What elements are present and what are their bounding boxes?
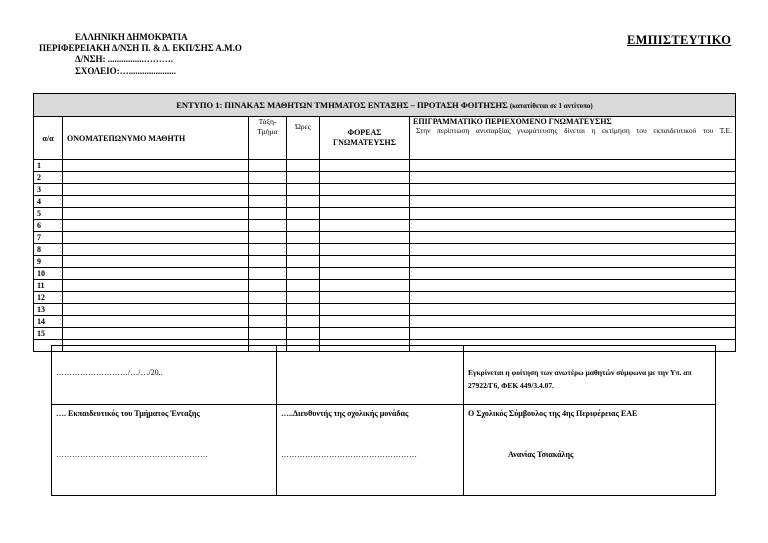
table-body	[34, 160, 736, 340]
cell-aa: 6	[34, 220, 63, 232]
blank-cell	[277, 346, 464, 405]
cell-content[interactable]	[410, 184, 736, 196]
cell-class[interactable]	[249, 244, 287, 256]
cell-class[interactable]	[249, 220, 287, 232]
cell-body[interactable]	[320, 196, 410, 208]
table-row	[34, 232, 736, 244]
cell-hours[interactable]	[287, 256, 320, 268]
cell-name[interactable]	[63, 160, 249, 172]
cell-class[interactable]	[249, 172, 287, 184]
cell-aa: 11	[34, 280, 63, 292]
cell-body[interactable]	[320, 244, 410, 256]
cell-body[interactable]	[320, 232, 410, 244]
cell-content[interactable]	[410, 208, 736, 220]
col-header-content-note: Στην περίπτωση ανυπαρξίας γνωμάτευσης δίνεται η εκτίμηση του εκπαιδευτικού του Τ.Ε.	[416, 126, 733, 135]
cell-content[interactable]	[410, 232, 736, 244]
form-title	[34, 94, 736, 117]
cell-content[interactable]	[410, 292, 736, 304]
cell-aa: 10	[34, 268, 63, 280]
cell-hours[interactable]	[287, 196, 320, 208]
cell-aa: 8	[34, 244, 63, 256]
cell-content[interactable]	[410, 220, 736, 232]
col-header-aa: α/α	[34, 117, 63, 160]
cell-aa: 13	[34, 304, 63, 316]
date-cell[interactable]	[52, 346, 277, 405]
cell-class[interactable]	[249, 268, 287, 280]
header-country: ΕΛΛΗΝΙΚΗ ΔΗΜΟΚΡΑΤΙΑ	[75, 32, 188, 42]
cell-hours[interactable]	[287, 184, 320, 196]
signature-table	[51, 345, 716, 496]
cell-body[interactable]	[320, 304, 410, 316]
cell-class[interactable]	[249, 292, 287, 304]
table-row	[34, 280, 736, 292]
teacher-label: …. Εκπαιδευτικός του Τμήματος Ένταξης	[56, 409, 200, 418]
table-row	[34, 172, 736, 184]
cell-hours[interactable]	[287, 268, 320, 280]
cell-class[interactable]	[249, 184, 287, 196]
cell-hours[interactable]	[287, 232, 320, 244]
cell-content[interactable]	[410, 160, 736, 172]
cell-content[interactable]	[410, 196, 736, 208]
cell-body[interactable]	[320, 208, 410, 220]
col-header-content	[410, 117, 736, 160]
table-row	[34, 328, 736, 340]
cell-name[interactable]	[63, 328, 249, 340]
cell-name[interactable]	[63, 172, 249, 184]
cell-content[interactable]	[410, 280, 736, 292]
table-row	[34, 184, 736, 196]
cell-aa: 2	[34, 172, 63, 184]
cell-body[interactable]	[320, 292, 410, 304]
cell-body[interactable]	[320, 160, 410, 172]
cell-class[interactable]	[249, 316, 287, 328]
cell-content[interactable]	[410, 172, 736, 184]
table-row	[34, 196, 736, 208]
cell-hours[interactable]	[287, 280, 320, 292]
cell-body[interactable]	[320, 268, 410, 280]
table-row	[34, 304, 736, 316]
col-header-name: ΟΝΟΜΑΤΕΠΩΝΥΜΟ ΜΑΘΗΤΗ	[63, 117, 249, 160]
col-header-class: Τάξη-Τμήμα	[249, 117, 287, 160]
director-cell[interactable]	[277, 405, 464, 496]
advisor-cell	[464, 405, 716, 496]
teacher-signature-line: …………………………………………………	[56, 450, 208, 459]
cell-aa: 5	[34, 208, 63, 220]
cell-class[interactable]	[249, 196, 287, 208]
cell-name[interactable]	[63, 220, 249, 232]
cell-aa: 12	[34, 292, 63, 304]
cell-name[interactable]	[63, 280, 249, 292]
cell-aa: 9	[34, 256, 63, 268]
cell-hours[interactable]	[287, 220, 320, 232]
cell-content[interactable]	[410, 304, 736, 316]
col-header-hours: Ώρες	[287, 117, 320, 160]
cell-class[interactable]	[249, 160, 287, 172]
form-title-note: (κατατίθεται σε 1 αντίτυπο)	[509, 102, 593, 110]
header-school: ΣΧΟΛΕΙΟ:….....................	[75, 66, 176, 76]
confidential-label: ΕΜΠΙΣΤΕΥΤΙΚΟ	[627, 33, 732, 47]
cell-class[interactable]	[249, 328, 287, 340]
teacher-cell[interactable]	[52, 405, 277, 496]
cell-name[interactable]	[63, 244, 249, 256]
cell-name[interactable]	[63, 196, 249, 208]
director-signature-line: ……………………………………………	[281, 450, 417, 459]
cell-class[interactable]	[249, 304, 287, 316]
approval-text: Εγκρίνεται η φοίτηση των ανωτέρω μαθητών σύμφωνα με την Υπ. απ 27922/Γ6, ΦΕΚ 449/3.4.07.	[468, 368, 692, 390]
form-title-text: ΕΝΤΥΠΟ 1: ΠΙΝΑΚΑΣ ΜΑΘΗΤΩΝ ΤΜΗΜΑΤΟΣ ΕΝΤΑΞΗΣ – ΠΡΟΤΑΣΗ ΦΟΙΤΗΣΗΣ	[176, 100, 508, 110]
cell-hours[interactable]	[287, 160, 320, 172]
cell-body[interactable]	[320, 328, 410, 340]
date-line: ………………………/…/…/20..	[56, 368, 163, 377]
cell-aa: 3	[34, 184, 63, 196]
cell-hours[interactable]	[287, 172, 320, 184]
cell-body[interactable]	[320, 316, 410, 328]
table-row	[34, 160, 736, 172]
cell-content[interactable]	[410, 244, 736, 256]
director-label: …..Διευθυντής της σχολικής μονάδας	[281, 409, 409, 418]
cell-class[interactable]	[249, 232, 287, 244]
cell-hours[interactable]	[287, 304, 320, 316]
table-row	[34, 208, 736, 220]
cell-body[interactable]	[320, 184, 410, 196]
cell-hours[interactable]	[287, 328, 320, 340]
cell-aa: 4	[34, 196, 63, 208]
cell-content[interactable]	[410, 316, 736, 328]
cell-hours[interactable]	[287, 244, 320, 256]
table-row	[34, 256, 736, 268]
advisor-name: Ανανίας Τσιακάλης	[508, 450, 574, 459]
cell-content[interactable]	[410, 268, 736, 280]
cell-aa: 1	[34, 160, 63, 172]
cell-class[interactable]	[249, 208, 287, 220]
cell-name[interactable]	[63, 208, 249, 220]
cell-aa: 15	[34, 328, 63, 340]
cell-hours[interactable]	[287, 208, 320, 220]
col-header-content-title: ΕΠΙΓΡΑΜΜΑΤΙΚΟ ΠΕΡΙΕΧΟΜΕΝΟ ΓΝΩΜΑΤΕΥΣΗΣ	[413, 117, 612, 126]
cell-body[interactable]	[320, 220, 410, 232]
cell-name[interactable]	[63, 232, 249, 244]
cell-class[interactable]	[249, 256, 287, 268]
cell-name[interactable]	[63, 184, 249, 196]
advisor-label: Ο Σχολικός Σύμβουλος της 4ης Περιφέρειας ΕΑΕ	[468, 409, 638, 418]
col-header-body: ΦΟΡΕΑΣ ΓΝΩΜΑΤΕΥΣΗΣ	[320, 117, 410, 160]
table-row	[34, 316, 736, 328]
cell-class[interactable]	[249, 280, 287, 292]
table-row	[34, 244, 736, 256]
table-row	[34, 220, 736, 232]
cell-aa: 14	[34, 316, 63, 328]
cell-content[interactable]	[410, 256, 736, 268]
cell-hours[interactable]	[287, 292, 320, 304]
header-region: ΠΕΡΙΦΕΡΕΙΑΚΗ Δ/ΝΣΗ Π. & Δ. ΕΚΠ/ΣΗΣ Α.Μ.Ο	[39, 43, 242, 53]
cell-name[interactable]	[63, 256, 249, 268]
header-directorate: Δ/ΝΣΗ: ................……….	[75, 54, 174, 64]
cell-body[interactable]	[320, 256, 410, 268]
approval-cell	[464, 346, 716, 405]
table-row	[34, 268, 736, 280]
cell-name[interactable]	[63, 292, 249, 304]
cell-aa: 7	[34, 232, 63, 244]
table-row	[34, 292, 736, 304]
cell-hours[interactable]	[287, 316, 320, 328]
cell-name[interactable]	[63, 316, 249, 328]
students-table	[33, 93, 736, 352]
cell-content[interactable]	[410, 328, 736, 340]
cell-body[interactable]	[320, 280, 410, 292]
cell-name[interactable]	[63, 304, 249, 316]
cell-name[interactable]	[63, 268, 249, 280]
cell-body[interactable]	[320, 172, 410, 184]
